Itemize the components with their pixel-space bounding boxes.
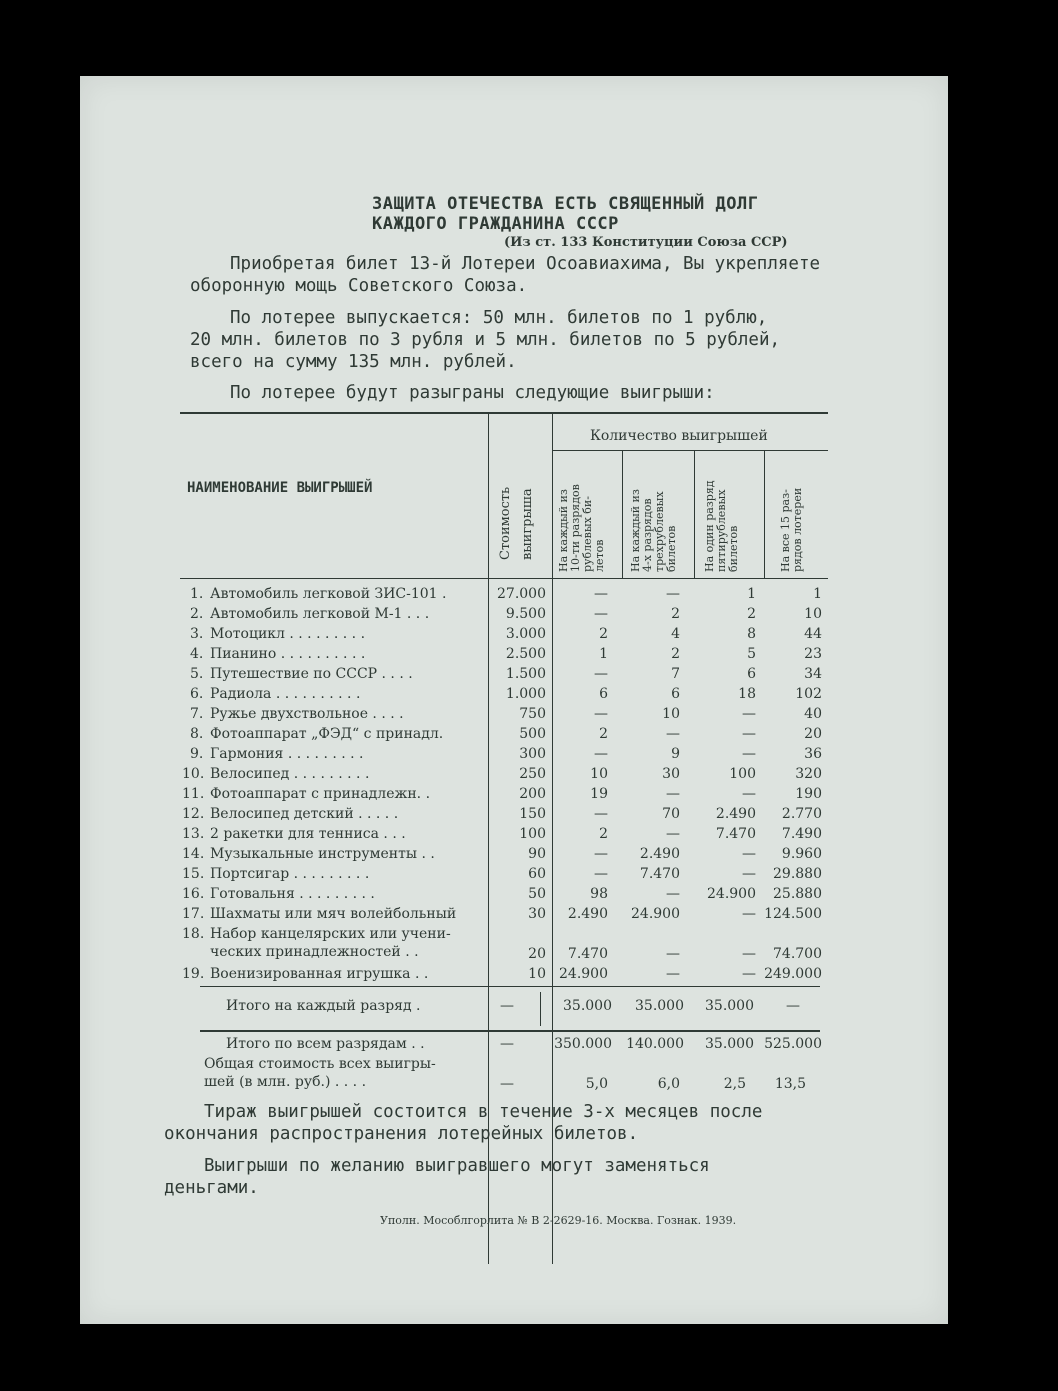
row-number: 15. (182, 866, 205, 882)
qty-col1: — (594, 846, 608, 862)
qty-col4: 190 (795, 786, 822, 802)
total-all-cost: — (500, 1036, 514, 1052)
qty-col4: 10 (804, 606, 822, 622)
prize-cost: 250 (519, 766, 546, 782)
total-each-row (80, 998, 948, 1018)
table-row (80, 726, 948, 746)
total-all-col2: 140.000 (626, 1036, 684, 1052)
qty-col1: 1 (599, 646, 608, 662)
total-all-col1: 350.000 (554, 1036, 612, 1052)
prize-cost: 30 (528, 906, 546, 922)
col-divider-3 (764, 450, 765, 578)
prize-name: Автомобиль легковой ЗИС-101 . (210, 586, 447, 602)
qty-col1: — (594, 606, 608, 622)
qty-col4: 25.880 (773, 886, 822, 902)
intro-p2-line1: По лотерее выпускается: 50 млн. билетов по 1 рублю, (230, 308, 768, 328)
closing-p2-line2: деньгами. (164, 1178, 259, 1198)
qty-col2: 24.900 (631, 906, 680, 922)
prize-cost: 1.500 (505, 666, 546, 682)
prize-cost: 150 (519, 806, 546, 822)
col3-header-l3: билетов (727, 525, 740, 572)
row-number: 4. (190, 646, 204, 662)
prize-name: Автомобиль легковой М-1 . . . (210, 606, 430, 622)
total-value-label-2: шей (в млн. руб.) . . . . (204, 1074, 367, 1090)
qty-column-header: Количество выигрышей (590, 428, 768, 444)
row-number: 7. (190, 706, 204, 722)
prize-cost: 2.500 (505, 646, 546, 662)
prize-cost: 500 (519, 726, 546, 742)
qty-col1: 2 (599, 726, 608, 742)
total-value-cost: — (500, 1076, 514, 1092)
qty-col1: 2.490 (567, 906, 608, 922)
prize-cost: 90 (528, 846, 546, 862)
col1-header-l4: летов (593, 539, 606, 572)
qty-col3: 100 (729, 766, 756, 782)
qty-col1: 2 (599, 826, 608, 842)
prize-name: Военизированная игрушка . . (210, 966, 429, 982)
qty-col1: — (594, 666, 608, 682)
total-value-col1: 5,0 (585, 1076, 608, 1092)
qty-col2: — (666, 946, 680, 962)
cost-header-line1: Стоимость (498, 486, 513, 560)
intro-p1-line2: оборонную мощь Советского Союза. (190, 276, 528, 296)
closing-p1-line1: Тираж выигрышей состоится в течение 3-х месяцев после (204, 1102, 763, 1122)
qty-col2: 4 (671, 626, 680, 642)
qty-col2: 2 (671, 646, 680, 662)
prize-name: Набор канцелярских или учени- (210, 926, 451, 942)
qty-col1: 7.470 (567, 946, 608, 962)
qty-col2: 6 (671, 686, 680, 702)
qty-col3: — (742, 846, 756, 862)
intro-p1-line1: Приобретая билет 13-й Лотереи Осоавиахима, Вы укрепляете (230, 254, 821, 274)
qty-col4: 1 (813, 586, 822, 602)
cost-header-line2: выигрыша (520, 488, 535, 560)
table-row (80, 606, 948, 626)
motto-citation: (Из ст. 133 Конституции Союза ССР) (504, 235, 788, 250)
total-all-row (80, 1036, 948, 1056)
total-value-row (80, 1056, 948, 1096)
col-divider-2 (694, 450, 695, 578)
prize-cost: 300 (519, 746, 546, 762)
table-row (80, 886, 948, 906)
table-row (80, 966, 948, 986)
prize-name: Ружье двухствольное . . . . (210, 706, 404, 722)
qty-col2: 70 (662, 806, 680, 822)
total-each-col1: 35.000 (563, 998, 612, 1014)
qty-col4: 40 (804, 706, 822, 722)
closing-p2-line1: Выигрыши по желанию выигравшего могут заменяться (204, 1156, 710, 1176)
qty-col2: 7 (671, 666, 680, 682)
prize-name: Фотоаппарат с принадлежн. . (210, 786, 431, 802)
col4-header-l2: рядов лотереи (791, 487, 804, 572)
total-all-col4: 525.000 (764, 1036, 822, 1052)
row-number: 11. (182, 786, 205, 802)
prize-name: Велосипед детский . . . . . (210, 806, 399, 822)
table-header-rule (180, 578, 828, 579)
qty-col1: 19 (590, 786, 608, 802)
qty-col2: 2 (671, 606, 680, 622)
prize-name: Музыкальные инструменты . . (210, 846, 435, 862)
motto-line-2: КАЖДОГО ГРАЖДАНИНА СССР (372, 214, 619, 234)
col1-header-l1: На каждый из (557, 489, 570, 572)
qty-col3: — (742, 906, 756, 922)
row-number: 9. (190, 746, 204, 762)
table-row (80, 846, 948, 866)
table-row (80, 786, 948, 806)
col2-header-l4: билетов (665, 525, 678, 572)
qty-col4: 124.500 (764, 906, 822, 922)
prize-cost: 60 (528, 866, 546, 882)
total-value-col2: 6,0 (657, 1076, 680, 1092)
prize-name: Фотоаппарат „ФЭД“ с принадл. (210, 726, 444, 742)
printer-imprint: Уполн. Мособлгорлита № В 2-2629-16. Москва. Гознак. 1939. (380, 1214, 737, 1227)
name-column-header: НАИМЕНОВАНИЕ ВЫИГРЫШЕЙ (187, 480, 373, 496)
qty-col1: 6 (599, 686, 608, 702)
prize-name-continued: ческих принадлежностей . . (210, 944, 419, 960)
table-row (80, 686, 948, 706)
motto-line-1: ЗАЩИТА ОТЕЧЕСТВА ЕСТЬ СВЯЩЕННЫЙ ДОЛГ (372, 194, 759, 214)
qty-col3: 1 (747, 586, 756, 602)
prize-name: Радиола . . . . . . . . . . (210, 686, 361, 702)
prize-name: Портсигар . . . . . . . . . (210, 866, 370, 882)
prize-name: Велосипед . . . . . . . . . (210, 766, 370, 782)
prize-name: Путешествие по СССР . . . . (210, 666, 413, 682)
total-value-label-1: Общая стоимость всех выигры- (204, 1056, 436, 1072)
row-number: 16. (182, 886, 205, 902)
qty-col1: — (594, 586, 608, 602)
qty-col2: — (666, 966, 680, 982)
prize-cost: 50 (528, 886, 546, 902)
table-row (80, 806, 948, 826)
col1-header-l3: рублевых би- (581, 496, 594, 572)
col3-header-l2: пятирублевых (715, 489, 728, 572)
qty-col3: 2 (747, 606, 756, 622)
total-each-cost: — (500, 998, 514, 1014)
prize-cost: 3.000 (505, 626, 546, 642)
qty-col4: 36 (804, 746, 822, 762)
col4-header-l1: На все 15 раз- (779, 489, 792, 572)
total-each-label: Итого на каждый разряд . (226, 998, 421, 1014)
prize-cost: 9.500 (505, 606, 546, 622)
row-number: 3. (190, 626, 204, 642)
qty-col4: 29.880 (773, 866, 822, 882)
qty-col2: 30 (662, 766, 680, 782)
intro-p3: По лотерее будут разыграны следующие выигрыши: (230, 383, 715, 403)
qty-col3: — (742, 866, 756, 882)
qty-col3: 18 (738, 686, 756, 702)
qty-col1: — (594, 706, 608, 722)
table-row (80, 906, 948, 926)
row-number: 19. (182, 966, 205, 982)
qty-col4: 102 (795, 686, 822, 702)
totals-rule-2 (200, 1030, 820, 1032)
prize-name: Готовальня . . . . . . . . . (210, 886, 375, 902)
qty-col2: 7.470 (639, 866, 680, 882)
row-number: 12. (182, 806, 205, 822)
table-row (80, 766, 948, 786)
row-number: 18. (182, 926, 205, 942)
qty-col3: — (742, 966, 756, 982)
col-divider-1 (622, 450, 623, 578)
qty-col4: 44 (804, 626, 822, 642)
row-number: 1. (190, 586, 204, 602)
qty-col1: 10 (590, 766, 608, 782)
qty-col1: — (594, 746, 608, 762)
prize-cost: 10 (528, 966, 546, 982)
prize-cost: 750 (519, 706, 546, 722)
qty-col3: — (742, 706, 756, 722)
table-row (80, 586, 948, 606)
table-top-rule (180, 412, 828, 414)
total-value-col4: 13,5 (774, 1076, 806, 1092)
qty-col3: 5 (747, 646, 756, 662)
prize-name: 2 ракетки для тенниса . . . (210, 826, 406, 842)
row-number: 13. (182, 826, 205, 842)
intro-p2-line3: всего на сумму 135 млн. рублей. (190, 352, 517, 372)
col3-header-l1: На один разряд (703, 480, 716, 572)
total-all-col3: 35.000 (705, 1036, 754, 1052)
qty-col4: 2.770 (781, 806, 822, 822)
prize-name: Пианино . . . . . . . . . . (210, 646, 366, 662)
lottery-ticket-back (80, 76, 948, 1324)
totals-rule-1 (200, 986, 820, 987)
total-value-col3: 2,5 (723, 1076, 746, 1092)
table-row (80, 646, 948, 666)
total-each-col4: — (786, 998, 800, 1014)
prize-cost: 20 (528, 946, 546, 962)
table-row (80, 746, 948, 766)
total-all-label: Итого по всем разрядам . . (226, 1036, 425, 1052)
qty-col2: 9 (671, 746, 680, 762)
qty-col3: 2.490 (715, 806, 756, 822)
qty-col2: 2.490 (639, 846, 680, 862)
total-each-col2: 35.000 (635, 998, 684, 1014)
qty-col2: — (666, 826, 680, 842)
table-row (80, 706, 948, 726)
qty-col4: 9.960 (781, 846, 822, 862)
qty-col4: 20 (804, 726, 822, 742)
total-each-col3: 35.000 (705, 998, 754, 1014)
col2-header-l1: На каждый из (629, 489, 642, 572)
qty-col2: — (666, 726, 680, 742)
qty-col4: 320 (795, 766, 822, 782)
qty-col4: 249.000 (764, 966, 822, 982)
table-row (80, 926, 948, 966)
row-number: 17. (182, 906, 205, 922)
qty-col3: — (742, 726, 756, 742)
table-row (80, 866, 948, 886)
closing-p1-line2: окончания распространения лотерейных билетов. (164, 1124, 639, 1144)
qty-col4: 34 (804, 666, 822, 682)
table-row (80, 626, 948, 646)
row-number: 6. (190, 686, 204, 702)
qty-col4: 74.700 (773, 946, 822, 962)
qty-col3: 24.900 (707, 886, 756, 902)
qty-col3: — (742, 946, 756, 962)
prize-cost: 100 (519, 826, 546, 842)
row-number: 14. (182, 846, 205, 862)
intro-p2-line2: 20 млн. билетов по 3 рубля и 5 млн. билетов по 5 рублей, (190, 330, 781, 350)
row-number: 10. (182, 766, 205, 782)
row-number: 5. (190, 666, 204, 682)
prize-name: Шахматы или мяч волейбольный (210, 906, 457, 922)
row-number: 8. (190, 726, 204, 742)
qty-col2: 10 (662, 706, 680, 722)
qty-col1: — (594, 866, 608, 882)
qty-col1: 24.900 (559, 966, 608, 982)
row-number: 2. (190, 606, 204, 622)
qty-col4: 7.490 (781, 826, 822, 842)
prize-name: Гармония . . . . . . . . . (210, 746, 364, 762)
qty-col3: 6 (747, 666, 756, 682)
col2-header-l2: 4-х разрядов (641, 498, 654, 572)
qty-col3: 8 (747, 626, 756, 642)
qty-col1: 2 (599, 626, 608, 642)
prize-cost: 200 (519, 786, 546, 802)
qty-col4: 23 (804, 646, 822, 662)
qty-col2: — (666, 886, 680, 902)
qty-col1: — (594, 806, 608, 822)
prize-cost: 1.000 (505, 686, 546, 702)
qty-col3: — (742, 746, 756, 762)
prize-cost: 27.000 (497, 586, 546, 602)
qty-col2: — (666, 786, 680, 802)
qty-header-rule (552, 450, 828, 451)
qty-col3: 7.470 (715, 826, 756, 842)
col1-header-l2: 10-ти разрядов (569, 484, 582, 572)
table-row (80, 666, 948, 686)
table-row (80, 826, 948, 846)
prize-name: Мотоцикл . . . . . . . . . (210, 626, 366, 642)
qty-col1: 98 (590, 886, 608, 902)
qty-col2: — (666, 586, 680, 602)
col2-header-l3: трехрублевых (653, 491, 666, 572)
qty-col3: — (742, 786, 756, 802)
